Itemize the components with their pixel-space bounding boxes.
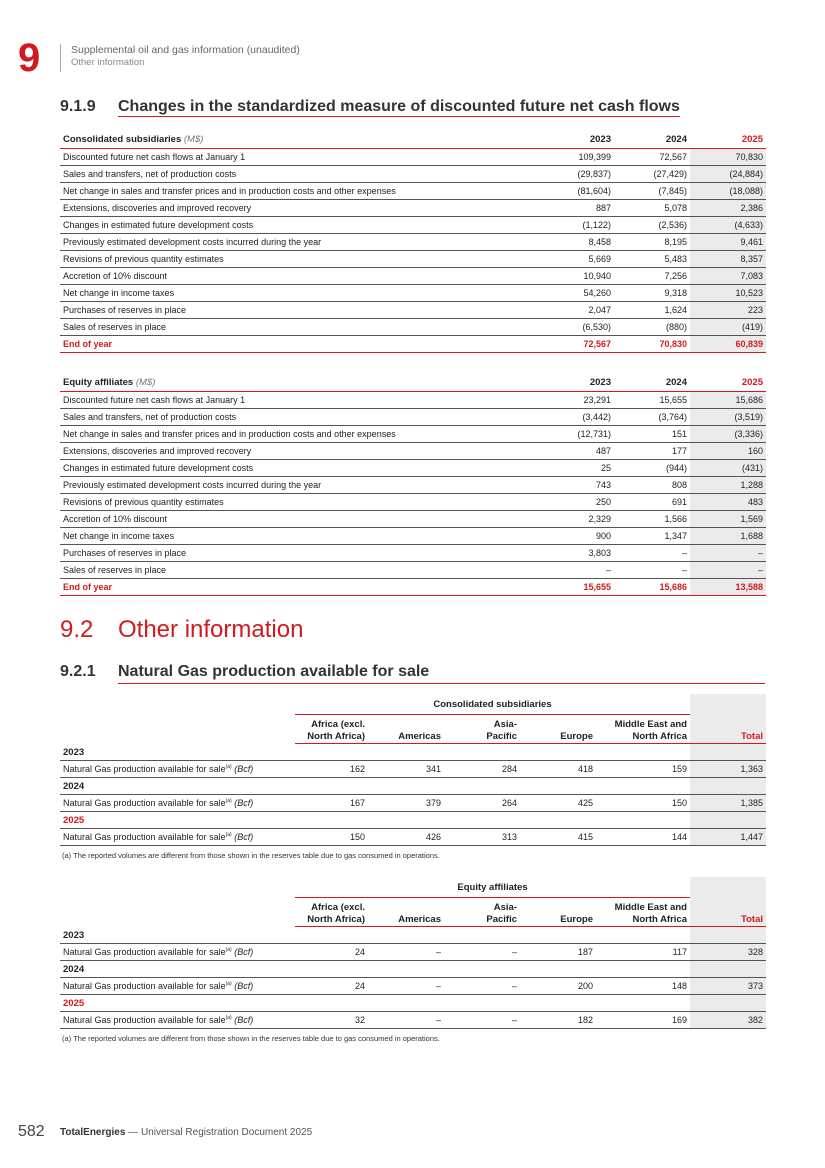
cell-value: (1,122): [538, 217, 614, 234]
cell-value: 250: [538, 494, 614, 511]
cell-value: –: [444, 944, 520, 961]
row-label: Revisions of previous quantity estimates: [60, 494, 538, 511]
row-label-text: Natural Gas production available for sale: [63, 832, 226, 842]
year-header: 2024: [614, 130, 690, 149]
cell-value: –: [614, 545, 690, 562]
cell-value: 169: [596, 1012, 690, 1029]
cell-value: 187: [520, 944, 596, 961]
row-label: Sales of reserves in place: [60, 562, 538, 579]
table-row: [60, 562, 766, 579]
cell-value: 2,047: [538, 302, 614, 319]
table-row: [60, 392, 766, 409]
cell-value: (2,536): [614, 217, 690, 234]
section-title: Changes in the standardized measure of discounted future net cash flows: [118, 98, 680, 115]
section-rule: [118, 683, 765, 684]
cell-value: 415: [520, 829, 596, 846]
cell-value: –: [538, 562, 614, 579]
table-caption: [60, 373, 538, 392]
row-label-text: Natural Gas production available for sale: [63, 981, 226, 991]
cell-value: 1,688: [690, 528, 766, 545]
table-row: [60, 319, 766, 336]
cell-value: 72,567: [614, 149, 690, 166]
footnote-marker: (a): [225, 947, 232, 953]
table-row: [60, 217, 766, 234]
group-label: Equity affiliates: [63, 376, 134, 388]
footnote: (a) The reported volumes are different from those shown in the reserves table due to gas consumed in operations.: [62, 851, 440, 860]
cell-value: 5,669: [538, 251, 614, 268]
row-label: End of year: [60, 579, 538, 596]
table-row: [60, 251, 766, 268]
cell-value: (6,530): [538, 319, 614, 336]
header-divider: [60, 44, 61, 72]
cell-value: 15,655: [538, 579, 614, 596]
year-label: 2023: [60, 927, 690, 944]
cell-value: 313: [444, 829, 520, 846]
year-row: [60, 995, 766, 1012]
year-row: [60, 778, 766, 795]
footnote-marker: (a): [225, 764, 232, 770]
column-label: Africa (excl.: [311, 719, 365, 730]
column-header-row: [60, 898, 766, 927]
cell-value: 13,588: [690, 579, 766, 596]
col-africa: [295, 898, 368, 927]
cell-value: 3,803: [538, 545, 614, 562]
cell-value: –: [690, 545, 766, 562]
cell-value: 264: [444, 795, 520, 812]
section-number: 9.2.1: [60, 663, 96, 680]
cell-value: –: [368, 944, 444, 961]
row-label: [60, 795, 295, 812]
row-label: Net change in sales and transfer prices and in production costs and other expenses: [60, 183, 538, 200]
column-header-row: [60, 715, 766, 744]
table-row: [60, 460, 766, 477]
row-label: Previously estimated development costs incurred during the year: [60, 234, 538, 251]
year-label: 2023: [60, 744, 690, 761]
year-label: 2025: [60, 995, 690, 1012]
cell-value: 223: [690, 302, 766, 319]
footnote: (a) The reported volumes are different from those shown in the reserves table due to gas consumed in operations.: [62, 1034, 440, 1043]
column-label: Asia-: [493, 719, 517, 730]
group-header-row: [60, 877, 766, 898]
row-label: Purchases of reserves in place: [60, 545, 538, 562]
row-label-text: Natural Gas production available for sale: [63, 1015, 226, 1025]
year-row: [60, 927, 766, 944]
col-africa: [295, 715, 368, 744]
table-row: [60, 302, 766, 319]
equity-cashflow-table: [60, 373, 766, 596]
cell-value: 8,357: [690, 251, 766, 268]
cell-value: 1,624: [614, 302, 690, 319]
row-label: Sales and transfers, net of production costs: [60, 166, 538, 183]
cell-value: 426: [368, 829, 444, 846]
cell-value: 900: [538, 528, 614, 545]
row-label: Extensions, discoveries and improved recovery: [60, 443, 538, 460]
table-row: [60, 1012, 766, 1029]
cell-value: 887: [538, 200, 614, 217]
footer-brand: TotalEnergies: [60, 1127, 126, 1138]
cell-value: 1,363: [690, 761, 766, 778]
row-unit: (Bcf): [234, 798, 254, 808]
footer-document: [60, 1127, 312, 1138]
col-middle-east: [596, 715, 690, 744]
year-header: 2023: [538, 373, 614, 392]
table-row: [60, 978, 766, 995]
cell-value: 150: [295, 829, 368, 846]
cell-value: 70,830: [614, 336, 690, 353]
year-row: [60, 744, 766, 761]
cell-value: (27,429): [614, 166, 690, 183]
cell-value: (3,336): [690, 426, 766, 443]
consolidated-cashflow-table: [60, 130, 766, 353]
gas-equity-table: [60, 877, 766, 1029]
cell-value: (24,884): [690, 166, 766, 183]
cell-value: 25: [538, 460, 614, 477]
row-label: Extensions, discoveries and improved recovery: [60, 200, 538, 217]
cell-value: –: [690, 562, 766, 579]
unit-label: (M$): [135, 376, 156, 388]
cell-value: 159: [596, 761, 690, 778]
column-label: Africa (excl.: [311, 902, 365, 913]
col-total: [690, 715, 766, 744]
cell-value: (12,731): [538, 426, 614, 443]
row-unit: (Bcf): [234, 764, 254, 774]
column-label: Total: [741, 914, 763, 925]
row-unit: (Bcf): [234, 1015, 254, 1025]
row-label: Sales and transfers, net of production costs: [60, 409, 538, 426]
row-label: Previously estimated development costs incurred during the year: [60, 477, 538, 494]
row-label: Net change in income taxes: [60, 285, 538, 302]
table-row: [60, 829, 766, 846]
spacer: [60, 694, 295, 715]
table-row: [60, 166, 766, 183]
chapter-number: 9: [18, 36, 41, 80]
cell-value: 9,461: [690, 234, 766, 251]
cell-value: (944): [614, 460, 690, 477]
table-row: [60, 285, 766, 302]
total-column-spacer: [690, 778, 766, 795]
cell-value: –: [368, 978, 444, 995]
cell-value: 418: [520, 761, 596, 778]
column-label: Europe: [560, 914, 593, 925]
header-title: Supplemental oil and gas information (unaudited): [71, 44, 300, 56]
cell-value: 743: [538, 477, 614, 494]
cell-value: 182: [520, 1012, 596, 1029]
cell-value: 284: [444, 761, 520, 778]
column-label: Asia-: [493, 902, 517, 913]
year-header: 2023: [538, 130, 614, 149]
col-total: [690, 898, 766, 927]
section-number: 9.2: [60, 616, 94, 643]
cell-value: 808: [614, 477, 690, 494]
col-americas: [368, 898, 444, 927]
cell-value: 7,256: [614, 268, 690, 285]
header-subtitle: Other information: [71, 57, 145, 68]
total-column-spacer: [690, 812, 766, 829]
table-total-row: [60, 336, 766, 353]
cell-value: 8,195: [614, 234, 690, 251]
column-label: North Africa: [632, 914, 687, 925]
cell-value: 150: [596, 795, 690, 812]
cell-value: 8,458: [538, 234, 614, 251]
cell-value: 1,569: [690, 511, 766, 528]
table-row: [60, 200, 766, 217]
col-americas: [368, 715, 444, 744]
cell-value: 487: [538, 443, 614, 460]
cell-value: 160: [690, 443, 766, 460]
cell-value: 162: [295, 761, 368, 778]
cell-value: 70,830: [690, 149, 766, 166]
section-heading-92: [60, 616, 303, 644]
cell-value: (3,442): [538, 409, 614, 426]
row-label: Net change in sales and transfer prices and in production costs and other expenses: [60, 426, 538, 443]
table-row: [60, 511, 766, 528]
cell-value: 691: [614, 494, 690, 511]
cell-value: 373: [690, 978, 766, 995]
column-label: North Africa): [307, 914, 365, 925]
row-label: [60, 761, 295, 778]
year-header: 2024: [614, 373, 690, 392]
cell-value: 328: [690, 944, 766, 961]
col-europe: [520, 898, 596, 927]
row-label-text: Natural Gas production available for sale: [63, 764, 226, 774]
footnote-marker: (a): [225, 981, 232, 987]
column-label: North Africa: [632, 731, 687, 742]
table-row: [60, 268, 766, 285]
group-header-row: [60, 694, 766, 715]
cell-value: 60,839: [690, 336, 766, 353]
row-label: Net change in income taxes: [60, 528, 538, 545]
cell-value: (431): [690, 460, 766, 477]
page-number: 582: [18, 1123, 45, 1140]
column-label: Europe: [560, 731, 593, 742]
year-label: 2024: [60, 961, 690, 978]
cell-value: –: [444, 978, 520, 995]
cell-value: 32: [295, 1012, 368, 1029]
cell-value: 54,260: [538, 285, 614, 302]
section-heading-919: [60, 98, 680, 116]
cell-value: (81,604): [538, 183, 614, 200]
total-column-spacer: [690, 927, 766, 944]
row-label: [60, 978, 295, 995]
column-label: Americas: [398, 731, 441, 742]
section-number: 9.1.9: [60, 98, 96, 115]
cell-value: 2,329: [538, 511, 614, 528]
total-column-spacer: [690, 744, 766, 761]
gas-consolidated-table: [60, 694, 766, 846]
spacer: [60, 898, 295, 927]
table-total-row: [60, 579, 766, 596]
table-row: [60, 426, 766, 443]
column-label: Americas: [398, 914, 441, 925]
row-label: Discounted future net cash flows at January 1: [60, 392, 538, 409]
year-row: [60, 812, 766, 829]
column-label: North Africa): [307, 731, 365, 742]
row-label: Sales of reserves in place: [60, 319, 538, 336]
table-row: [60, 409, 766, 426]
row-label: [60, 829, 295, 846]
cell-value: (3,764): [614, 409, 690, 426]
row-unit: (Bcf): [234, 981, 254, 991]
cell-value: (419): [690, 319, 766, 336]
cell-value: 144: [596, 829, 690, 846]
cell-value: 1,288: [690, 477, 766, 494]
cell-value: –: [614, 562, 690, 579]
cell-value: 15,686: [614, 579, 690, 596]
year-label: 2025: [60, 812, 690, 829]
footer-doc-title: — Universal Registration Document 2025: [125, 1127, 313, 1138]
cell-value: 72,567: [538, 336, 614, 353]
cell-value: –: [368, 1012, 444, 1029]
cell-value: 24: [295, 978, 368, 995]
table-caption: [60, 130, 538, 149]
year-header-current: 2025: [690, 130, 766, 149]
cell-value: 1,347: [614, 528, 690, 545]
table-row: [60, 183, 766, 200]
col-asia-pacific: [444, 898, 520, 927]
row-label-text: Natural Gas production available for sale: [63, 947, 226, 957]
cell-value: 1,385: [690, 795, 766, 812]
cell-value: 9,318: [614, 285, 690, 302]
total-column-spacer: [690, 694, 766, 715]
table-header: [60, 130, 766, 149]
cell-value: 7,083: [690, 268, 766, 285]
row-label: Changes in estimated future development costs: [60, 460, 538, 477]
year-header-current: 2025: [690, 373, 766, 392]
row-unit: (Bcf): [234, 832, 254, 842]
column-label: Pacific: [486, 914, 517, 925]
footnote-marker: (a): [225, 832, 232, 838]
cell-value: 24: [295, 944, 368, 961]
cell-value: 10,940: [538, 268, 614, 285]
group-label: Equity affiliates: [295, 877, 690, 898]
total-column-spacer: [690, 995, 766, 1012]
row-label: Accretion of 10% discount: [60, 268, 538, 285]
cell-value: 15,686: [690, 392, 766, 409]
table-header: [60, 373, 766, 392]
column-label: Middle East and: [614, 902, 687, 913]
year-row: [60, 961, 766, 978]
cell-value: 483: [690, 494, 766, 511]
cell-value: 379: [368, 795, 444, 812]
cell-value: 5,483: [614, 251, 690, 268]
table-row: [60, 545, 766, 562]
table-row: [60, 761, 766, 778]
cell-value: 167: [295, 795, 368, 812]
cell-value: 109,399: [538, 149, 614, 166]
table-row: [60, 149, 766, 166]
cell-value: 382: [690, 1012, 766, 1029]
row-label: [60, 1012, 295, 1029]
table-row: [60, 494, 766, 511]
cell-value: 10,523: [690, 285, 766, 302]
footnote-marker: (a): [225, 798, 232, 804]
footnote-marker: (a): [225, 1015, 232, 1021]
row-label: Changes in estimated future development costs: [60, 217, 538, 234]
col-asia-pacific: [444, 715, 520, 744]
row-label: [60, 944, 295, 961]
cell-value: 151: [614, 426, 690, 443]
table-row: [60, 944, 766, 961]
cell-value: –: [444, 1012, 520, 1029]
col-middle-east: [596, 898, 690, 927]
cell-value: 117: [596, 944, 690, 961]
table-row: [60, 443, 766, 460]
cell-value: (7,845): [614, 183, 690, 200]
table-row: [60, 234, 766, 251]
unit-label: (M$): [183, 133, 204, 145]
cell-value: 2,386: [690, 200, 766, 217]
row-label: Discounted future net cash flows at January 1: [60, 149, 538, 166]
cell-value: (18,088): [690, 183, 766, 200]
cell-value: (880): [614, 319, 690, 336]
cell-value: (29,837): [538, 166, 614, 183]
cell-value: 425: [520, 795, 596, 812]
group-label: Consolidated subsidiaries: [63, 133, 182, 145]
row-label: End of year: [60, 336, 538, 353]
cell-value: 15,655: [614, 392, 690, 409]
cell-value: 1,447: [690, 829, 766, 846]
cell-value: 341: [368, 761, 444, 778]
column-label: Middle East and: [614, 719, 687, 730]
cell-value: 200: [520, 978, 596, 995]
table-row: [60, 795, 766, 812]
cell-value: 1,566: [614, 511, 690, 528]
cell-value: 5,078: [614, 200, 690, 217]
spacer: [60, 877, 295, 898]
col-europe: [520, 715, 596, 744]
row-label: Revisions of previous quantity estimates: [60, 251, 538, 268]
cell-value: 177: [614, 443, 690, 460]
cell-value: 148: [596, 978, 690, 995]
cell-value: (3,519): [690, 409, 766, 426]
table-row: [60, 477, 766, 494]
year-label: 2024: [60, 778, 690, 795]
cell-value: (4,633): [690, 217, 766, 234]
group-label: Consolidated subsidiaries: [295, 694, 690, 715]
row-label: Accretion of 10% discount: [60, 511, 538, 528]
row-unit: (Bcf): [234, 947, 254, 957]
spacer: [60, 715, 295, 744]
cell-value: 23,291: [538, 392, 614, 409]
table-row: [60, 528, 766, 545]
column-label: Total: [741, 731, 763, 742]
section-title: Other information: [118, 616, 304, 643]
section-title: Natural Gas production available for sale: [118, 663, 430, 680]
row-label-text: Natural Gas production available for sale: [63, 798, 226, 808]
total-column-spacer: [690, 961, 766, 978]
row-label: Purchases of reserves in place: [60, 302, 538, 319]
section-heading-921: [60, 663, 429, 681]
total-column-spacer: [690, 877, 766, 898]
column-label: Pacific: [486, 731, 517, 742]
